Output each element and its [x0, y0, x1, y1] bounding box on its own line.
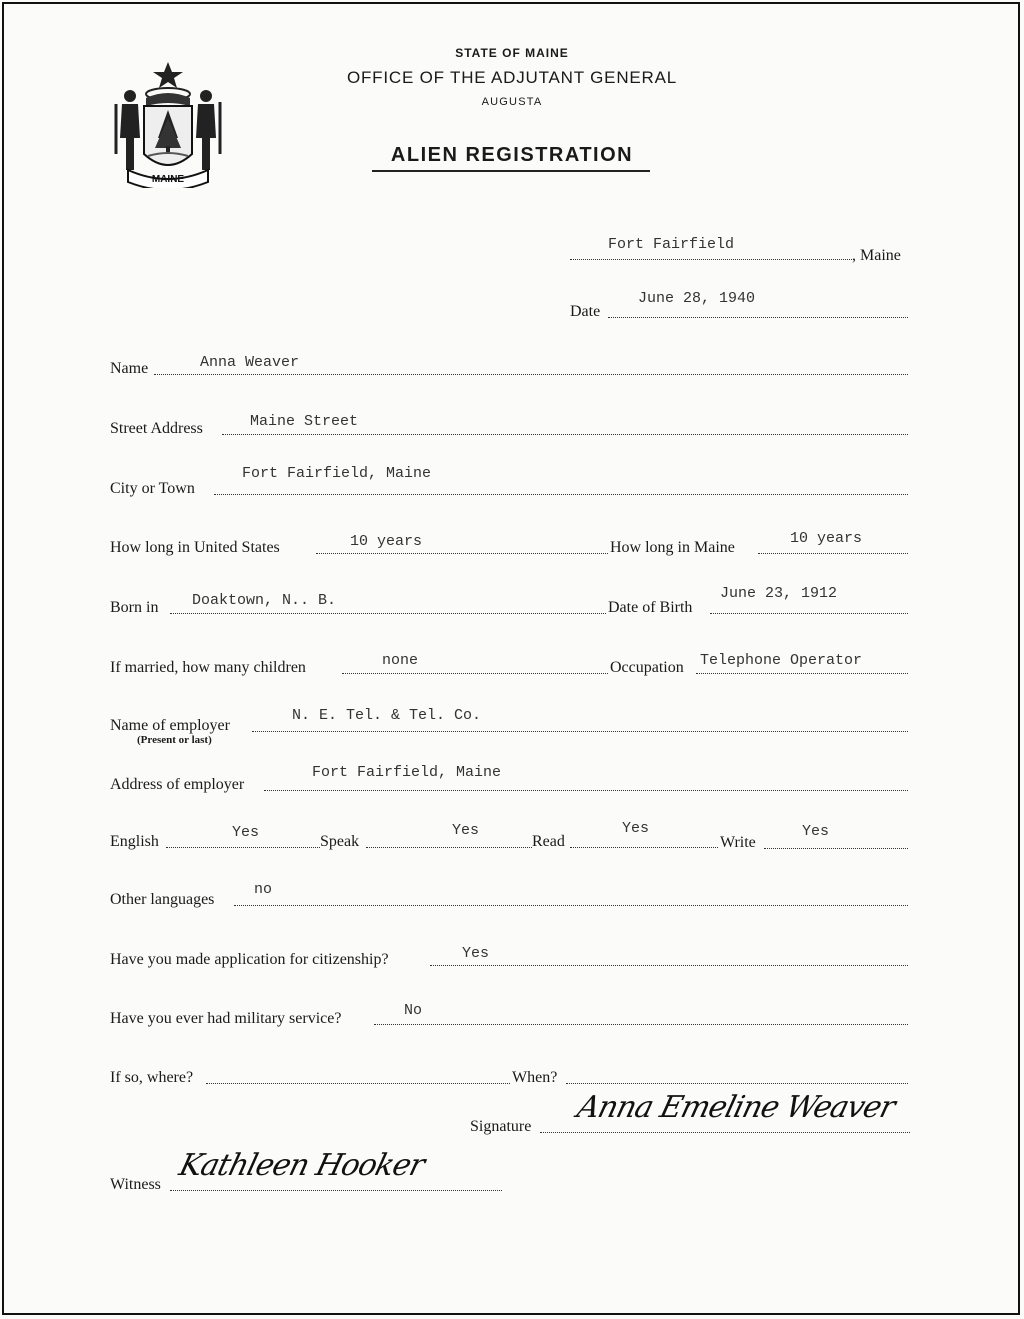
born-line [170, 613, 606, 614]
children-label: If married, how many children [110, 659, 306, 676]
witness-line [170, 1190, 502, 1191]
street-label: Street Address [110, 420, 203, 437]
military-line [374, 1024, 908, 1025]
where-label: If so, where? [110, 1069, 194, 1086]
employer-address-line [264, 790, 908, 791]
employer-sublabel: (Present or last) [137, 734, 212, 746]
city-value[interactable]: Fort Fairfield, Maine [242, 465, 432, 482]
write-line [764, 848, 908, 849]
military-label: Have you ever had military service? [110, 1010, 342, 1027]
title-underline [372, 170, 650, 172]
city-label: City or Town [110, 480, 195, 497]
place-value[interactable]: Fort Fairfield [608, 236, 735, 253]
employer-address-label: Address of employer [110, 776, 245, 793]
where-line [206, 1083, 510, 1084]
english-line [166, 847, 320, 848]
name-label: Name [110, 360, 149, 377]
other-languages-value[interactable]: no [254, 881, 273, 898]
signature-label: Signature [470, 1118, 532, 1135]
speak-line [366, 847, 532, 848]
us-duration-line [316, 553, 608, 554]
dob-label: Date of Birth [608, 599, 693, 616]
english-value[interactable]: Yes [232, 824, 260, 841]
signature-line [540, 1132, 910, 1133]
name-line [154, 374, 908, 375]
seal-banner-text: MAINE [151, 174, 185, 185]
when-line [566, 1083, 908, 1084]
place-suffix: , Maine [852, 247, 901, 264]
street-line [222, 434, 908, 435]
other-languages-label: Other languages [110, 891, 215, 908]
when-label: When? [512, 1069, 558, 1086]
date-label: Date [570, 303, 601, 320]
maine-duration-value[interactable]: 10 years [790, 530, 863, 547]
name-value[interactable]: Anna Weaver [200, 354, 300, 371]
employer-value[interactable]: N. E. Tel. & Tel. Co. [292, 707, 482, 724]
maine-duration-label: How long in Maine [610, 539, 735, 556]
other-languages-line [234, 905, 908, 906]
date-value[interactable]: June 28, 1940 [638, 290, 756, 307]
us-duration-label: How long in United States [110, 539, 280, 556]
speak-value[interactable]: Yes [452, 822, 480, 839]
signature-value[interactable]: Anna Emeline Weaver [573, 1090, 899, 1125]
occupation-label: Occupation [610, 659, 684, 676]
english-label: English [110, 833, 159, 850]
form-title: ALIEN REGISTRATION [390, 144, 634, 166]
place-line [570, 259, 852, 260]
occupation-value[interactable]: Telephone Operator [700, 652, 863, 669]
speak-label: Speak [320, 833, 360, 850]
employer-label: Name of employer [110, 717, 230, 734]
write-value[interactable]: Yes [802, 823, 830, 840]
dob-line [710, 613, 908, 614]
maine-duration-line [758, 553, 908, 554]
us-duration-value[interactable]: 10 years [350, 533, 423, 550]
read-label: Read [532, 833, 565, 850]
city-line [214, 494, 908, 495]
header-city: AUGUSTA [481, 96, 543, 108]
write-label: Write [720, 834, 756, 851]
dob-value[interactable]: June 23, 1912 [720, 585, 838, 602]
witness-label: Witness [110, 1176, 161, 1193]
citizenship-line [430, 965, 908, 966]
born-value[interactable]: Doaktown, N.. B. [192, 592, 337, 609]
military-value[interactable]: No [404, 1002, 423, 1019]
read-line [570, 847, 718, 848]
read-value[interactable]: Yes [622, 820, 650, 837]
citizenship-label: Have you made application for citizenship? [110, 951, 389, 968]
citizenship-value[interactable]: Yes [462, 945, 490, 962]
header-office: OFFICE OF THE ADJUTANT GENERAL [346, 68, 678, 87]
occupation-line [696, 673, 908, 674]
date-line [608, 317, 908, 318]
street-value[interactable]: Maine Street [250, 413, 359, 430]
employer-address-value[interactable]: Fort Fairfield, Maine [312, 764, 502, 781]
children-value[interactable]: none [382, 652, 419, 669]
header-state: STATE OF MAINE [455, 46, 569, 60]
children-line [342, 673, 608, 674]
witness-value[interactable]: Kathleen Hooker [175, 1148, 428, 1183]
born-label: Born in [110, 599, 159, 616]
employer-line [252, 731, 908, 732]
